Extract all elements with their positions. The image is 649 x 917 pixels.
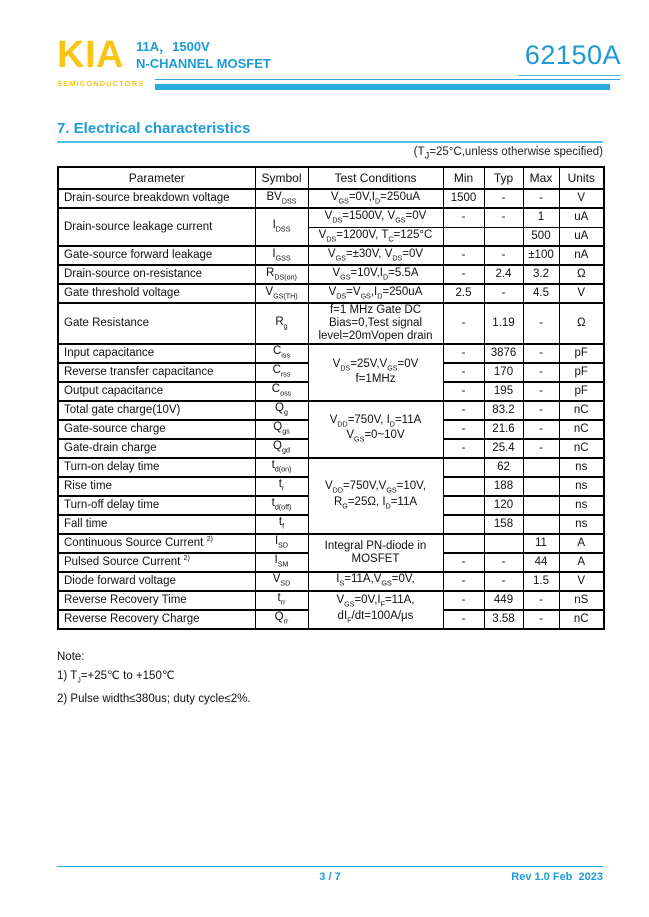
logo-wordmark: KIA xyxy=(57,34,124,76)
typ-cell: - xyxy=(484,284,523,303)
column-header-typ: Typ xyxy=(484,167,523,189)
param-cell: Gate Resistance xyxy=(58,303,255,344)
sym-cell: $C_{oss}$ xyxy=(255,382,308,401)
units-cell: nC xyxy=(559,439,604,458)
typ-cell xyxy=(484,534,523,553)
max-cell: - xyxy=(523,189,559,208)
min-cell: - xyxy=(443,439,484,458)
table-row xyxy=(58,591,604,610)
cond-cell: $V_{GS}=10V,I_D=5.5A$ xyxy=(308,265,443,284)
param-cell: Output capacitance xyxy=(58,382,255,401)
sym-cell: $C_{iss}$ xyxy=(255,344,308,363)
table-row xyxy=(58,534,604,553)
max-cell: 11 xyxy=(523,534,559,553)
cond-cell: $V_{DS}=25V,V_{GS}=0V$ f=1MHz xyxy=(308,344,443,401)
param-cell: Reverse Recovery Charge xyxy=(58,610,255,629)
max-cell: ±100 xyxy=(523,246,559,265)
param-cell: Total gate charge(10V) xyxy=(58,401,255,420)
param-cell: Diode forward voltage xyxy=(58,572,255,591)
max-cell xyxy=(523,458,559,477)
min-cell xyxy=(443,496,484,515)
units-cell: pF xyxy=(559,344,604,363)
max-cell xyxy=(523,477,559,496)
sym-cell: $V_{SD}$ xyxy=(255,572,308,591)
min-cell: 2.5 xyxy=(443,284,484,303)
column-header-units: Units xyxy=(559,167,604,189)
max-cell: - xyxy=(523,610,559,629)
cond-cell: $V_{GS}=\pm 30V$, $V_{DS}=0V$ xyxy=(308,246,443,265)
header-accent-bar xyxy=(155,84,610,90)
column-header-min: Min xyxy=(443,167,484,189)
sym-cell: $t_r$ xyxy=(255,477,308,496)
table-row xyxy=(58,401,604,420)
rating-line: 11A，1500V xyxy=(136,39,210,54)
typ-cell: 120 xyxy=(484,496,523,515)
typ-cell xyxy=(484,227,523,246)
typ-cell: - xyxy=(484,553,523,572)
param-cell: Fall time xyxy=(58,515,255,534)
cond-cell: $V_{DS}=1500V$, $V_{GS}=0V$ xyxy=(308,208,443,227)
units-cell: A xyxy=(559,534,604,553)
header-thin-rule xyxy=(155,79,620,80)
sym-cell: $I_{SD}$ xyxy=(255,534,308,553)
units-cell: uA xyxy=(559,208,604,227)
table-row xyxy=(58,572,604,591)
param-cell: Reverse Recovery Time xyxy=(58,591,255,610)
units-cell: nC xyxy=(559,610,604,629)
min-cell: - xyxy=(443,363,484,382)
cond-cell: $V_{DS}=1200V$, $T_C=125^\circ C$ xyxy=(308,227,443,246)
cond-cell: $V_{DD}=750V$, $I_D=11A$ $V_{GS}=0\sim 10V$ xyxy=(308,401,443,458)
cond-cell: $V_{DS}=V_{GS},I_D=250uA$ xyxy=(308,284,443,303)
logo-subtext: SEMICONDUCTORS xyxy=(57,79,145,88)
max-cell xyxy=(523,515,559,534)
units-cell: pF xyxy=(559,363,604,382)
min-cell: - xyxy=(443,591,484,610)
table-header-row xyxy=(58,167,604,189)
units-cell: V xyxy=(559,284,604,303)
table-row xyxy=(58,284,604,303)
units-cell: V xyxy=(559,572,604,591)
max-cell: - xyxy=(523,439,559,458)
sym-cell: $Q_{gd}$ xyxy=(255,439,308,458)
typ-cell: 195 xyxy=(484,382,523,401)
units-cell: Ω xyxy=(559,303,604,344)
note-item-2: 2) Pulse width≤380us; duty cycle≤2%. xyxy=(57,693,251,706)
typ-cell: 21.6 xyxy=(484,420,523,439)
column-header-symbol: Symbol xyxy=(255,167,308,189)
typ-cell: 188 xyxy=(484,477,523,496)
notes-title: Note: xyxy=(57,651,85,663)
typ-cell: 158 xyxy=(484,515,523,534)
section-title: 7. Electrical characteristics xyxy=(57,120,603,143)
units-cell: uA xyxy=(559,227,604,246)
sym-cell: $R_g$ xyxy=(255,303,308,344)
column-header-max: Max xyxy=(523,167,559,189)
sym-cell: $Q_{rr}$ xyxy=(255,610,308,629)
units-cell: A xyxy=(559,553,604,572)
part-number: 62150A xyxy=(524,40,621,70)
units-cell: ns xyxy=(559,477,604,496)
param-cell: Gate-source forward leakage xyxy=(58,246,255,265)
max-cell xyxy=(523,496,559,515)
table-row xyxy=(58,303,604,344)
column-header-test-conditions: Test Conditions xyxy=(308,167,443,189)
sym-cell: $I_{GSS}$ xyxy=(255,246,308,265)
max-cell: 500 xyxy=(523,227,559,246)
typ-cell: 83.2 xyxy=(484,401,523,420)
typ-cell: - xyxy=(484,572,523,591)
max-cell: - xyxy=(523,382,559,401)
min-cell xyxy=(443,477,484,496)
param-cell: Gate-drain charge xyxy=(58,439,255,458)
max-cell: 44 xyxy=(523,553,559,572)
device-type: N-CHANNEL MOSFET xyxy=(136,56,271,71)
sym-cell: $I_{DSS}$ xyxy=(255,208,308,246)
min-cell: - xyxy=(443,208,484,227)
units-cell: pF xyxy=(559,382,604,401)
max-cell: - xyxy=(523,591,559,610)
typ-cell: 170 xyxy=(484,363,523,382)
min-cell xyxy=(443,515,484,534)
cond-cell: Integral PN-diode in MOSFET xyxy=(308,534,443,572)
units-cell: nC xyxy=(559,401,604,420)
electrical-characteristics-table xyxy=(57,166,605,630)
sym-cell: $t_{d(off)}$ xyxy=(255,496,308,515)
units-cell: nC xyxy=(559,420,604,439)
cond-cell: $V_{GS}=0V,I_F=11A$, $dI_F/dt=100A/\mu s$ xyxy=(308,591,443,629)
param-cell: Drain-source breakdown voltage xyxy=(58,189,255,208)
table-row xyxy=(58,189,604,208)
sym-cell: $V_{GS(TH)}$ xyxy=(255,284,308,303)
typ-cell: 1.19 xyxy=(484,303,523,344)
sym-cell: $BV_{DSS}$ xyxy=(255,189,308,208)
min-cell: - xyxy=(443,401,484,420)
typ-cell: 3.58 xyxy=(484,610,523,629)
table-row xyxy=(58,208,604,227)
typ-cell: - xyxy=(484,189,523,208)
part-number-underline xyxy=(518,75,621,76)
units-cell: Ω xyxy=(559,265,604,284)
typ-cell: 2.4 xyxy=(484,265,523,284)
sym-cell: $Q_{gs}$ xyxy=(255,420,308,439)
units-cell: V xyxy=(559,189,604,208)
typ-cell: 25.4 xyxy=(484,439,523,458)
param-cell: Drain-source on-resistance xyxy=(58,265,255,284)
min-cell: 1500 xyxy=(443,189,484,208)
typ-cell: - xyxy=(484,208,523,227)
max-cell: - xyxy=(523,363,559,382)
param-cell: Turn-off delay time xyxy=(58,496,255,515)
spec-table-body xyxy=(58,189,604,629)
table-row xyxy=(58,458,604,477)
min-cell: - xyxy=(443,344,484,363)
param-cell: Drain-source leakage current xyxy=(58,208,255,246)
sym-cell: $t_{d(on)}$ xyxy=(255,458,308,477)
sym-cell: $t_{rr}$ xyxy=(255,591,308,610)
min-cell xyxy=(443,458,484,477)
cond-cell: f=1 MHz Gate DC Bias=0,Test signal level=20mVopen drain xyxy=(308,303,443,344)
units-cell: ns xyxy=(559,515,604,534)
product-summary xyxy=(136,38,271,72)
cond-cell: $V_{GS}=0V,I_D=250uA$ xyxy=(308,189,443,208)
cond-cell: $I_S=11A,V_{GS}=0V$, xyxy=(308,572,443,591)
min-cell: - xyxy=(443,572,484,591)
footer-rule xyxy=(57,866,603,867)
min-cell: - xyxy=(443,303,484,344)
min-cell xyxy=(443,534,484,553)
typ-cell: 3876 xyxy=(484,344,523,363)
note-item-1: 1) $T_J=+25℃$ to +150℃ xyxy=(57,670,175,685)
param-cell: Rise time xyxy=(58,477,255,496)
param-cell: Continuous Source Current $^{2)}$ xyxy=(58,534,255,553)
param-cell: Gate threshold voltage xyxy=(58,284,255,303)
param-cell: Reverse transfer capacitance xyxy=(58,363,255,382)
notes-block xyxy=(57,648,251,709)
typ-cell: - xyxy=(484,246,523,265)
max-cell: - xyxy=(523,303,559,344)
param-cell: Pulsed Source Current $^{2)}$ xyxy=(58,553,255,572)
units-cell: ns xyxy=(559,458,604,477)
max-cell: - xyxy=(523,344,559,363)
min-cell: - xyxy=(443,382,484,401)
table-row xyxy=(58,246,604,265)
sym-cell: $Q_g$ xyxy=(255,401,308,420)
units-cell: nS xyxy=(559,591,604,610)
param-cell: Turn-on delay time xyxy=(58,458,255,477)
min-cell: - xyxy=(443,265,484,284)
param-cell: Gate-source charge xyxy=(58,420,255,439)
max-cell: 1 xyxy=(523,208,559,227)
revision-label: Rev 1.0 Feb 2023 xyxy=(511,871,603,883)
sym-cell: $C_{rss}$ xyxy=(255,363,308,382)
sym-cell: $R_{DS(on)}$ xyxy=(255,265,308,284)
table-row xyxy=(58,265,604,284)
table-row xyxy=(58,344,604,363)
typ-cell: 62 xyxy=(484,458,523,477)
typ-cell: 449 xyxy=(484,591,523,610)
max-cell: - xyxy=(523,420,559,439)
min-cell xyxy=(443,227,484,246)
sym-cell: $I_{SM}$ xyxy=(255,553,308,572)
max-cell: 1.5 xyxy=(523,572,559,591)
test-condition-note: ($T_J=25^\circ C,unless$ otherwise specified) xyxy=(413,146,603,162)
column-header-parameter: Parameter xyxy=(58,167,255,189)
sym-cell: $t_f$ xyxy=(255,515,308,534)
units-cell: nA xyxy=(559,246,604,265)
max-cell: 3.2 xyxy=(523,265,559,284)
min-cell: - xyxy=(443,420,484,439)
max-cell: 4.5 xyxy=(523,284,559,303)
min-cell: - xyxy=(443,246,484,265)
page-number: 3 / 7 xyxy=(319,871,341,883)
min-cell: - xyxy=(443,553,484,572)
min-cell: - xyxy=(443,610,484,629)
param-cell: Input capacitance xyxy=(58,344,255,363)
cond-cell: $V_{DD}=750V,V_{GS}=10V$, $R_G=25\Omega$, $I_D=11A$ xyxy=(308,458,443,534)
max-cell: - xyxy=(523,401,559,420)
units-cell: ns xyxy=(559,496,604,515)
